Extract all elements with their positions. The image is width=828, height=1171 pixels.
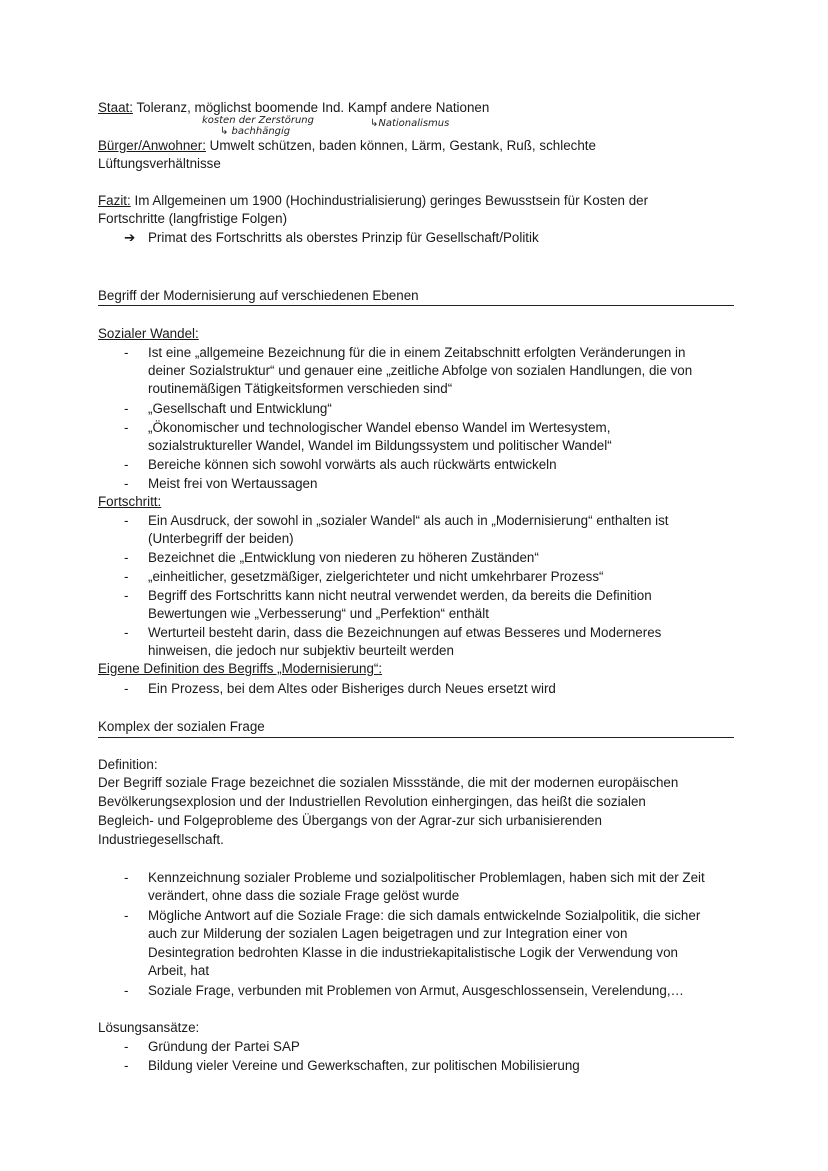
- list-item: Mögliche Antwort auf die Soziale Frage: die sich damals entwickelnde Sozialpolitik, die sicher: [148, 908, 701, 923]
- list-item: Ein Ausdruck, der sowohl in „sozialer Wandel“ als auch in „Modernisierung“ enthalten ist: [148, 513, 669, 528]
- list-item: Begriff des Fortschritts kann nicht neutral verwendet werden, da bereits die Definition: [148, 588, 652, 603]
- staat-text: Toleranz, möglichst boomende Ind. Kampf andere Nationen: [136, 100, 490, 115]
- fazit-line: [98, 192, 648, 210]
- fazit-label: Fazit:: [98, 193, 131, 208]
- handwritten-note-nationalismus: ↳Nationalismus: [370, 118, 450, 129]
- list-item: Meist frei von Wertaussagen: [148, 476, 318, 491]
- bullet-dash: -: [124, 625, 129, 640]
- staat-label: Staat:: [98, 100, 133, 115]
- list-item-cont: Arbeit, hat: [148, 963, 210, 978]
- bullet-dash: -: [124, 908, 129, 923]
- bullet-dash: -: [124, 1058, 129, 1073]
- list-item: Bereiche können sich sowohl vorwärts als auch rückwärts entwickeln: [148, 457, 557, 472]
- primat-text: Primat des Fortschritts als oberstes Prinzip für Gesellschaft/Politik: [148, 230, 539, 245]
- fazit-line-2: Fortschritte (langfristige Folgen): [98, 211, 288, 226]
- definition-label: Definition:: [98, 757, 158, 772]
- list-item-cont: (Unterbegriff der beiden): [148, 531, 294, 546]
- list-item: „Gesellschaft und Entwicklung“: [148, 401, 332, 416]
- bullet-dash: -: [124, 983, 129, 998]
- list-item: Bezeichnet die „Entwicklung von niederen zu höheren Zuständen“: [148, 550, 539, 565]
- bullet-dash: -: [124, 457, 129, 472]
- bullet-dash: -: [124, 401, 129, 416]
- list-item-cont: auch zur Milderung der sozialen Lagen beigetragen und zur Integration einer von: [148, 926, 628, 941]
- list-item-cont: sozialstruktureller Wandel, Wandel im Bildungssystem und politischer Wandel“: [148, 438, 612, 453]
- bullet-dash: -: [124, 1039, 129, 1054]
- section-heading-soziale-frage: Komplex der sozialen Frage: [98, 719, 265, 734]
- list-item: Soziale Frage, verbunden mit Problemen von Armut, Ausgeschlossensein, Verelendung,…: [148, 983, 684, 998]
- handwritten-note-abhaengig: ↳ bachhängig: [220, 126, 291, 137]
- bullet-dash: -: [124, 550, 129, 565]
- bullet-dash: -: [124, 588, 129, 603]
- list-item-cont: Bewertungen wie „Verbesserung“ und „Perfektion“ enthält: [148, 606, 489, 621]
- buerger-line: [98, 137, 596, 155]
- definition-text: Begleich- und Folgeprobleme des Übergangs von der Agrar-zur sich urbanisierenden: [98, 813, 602, 828]
- definition-text: Der Begriff soziale Frage bezeichnet die sozialen Missstände, die mit der modernen europäischen: [98, 775, 679, 790]
- bullet-dash: -: [124, 476, 129, 491]
- subheading-eigene-definition: Eigene Definition des Begriffs „Modernisierung“:: [98, 661, 383, 676]
- bullet-dash: -: [124, 513, 129, 528]
- arrow-icon: ➔: [124, 230, 136, 245]
- bullet-dash: -: [124, 420, 129, 435]
- list-item: Ein Prozess, bei dem Altes oder Bisheriges durch Neues ersetzt wird: [148, 681, 556, 696]
- handwritten-note-kosten: kosten der Zerstörung: [202, 115, 314, 126]
- buerger-label: Bürger/Anwohner:: [98, 138, 206, 153]
- list-item: Bildung vieler Vereine und Gewerkschaften, zur politischen Mobilisierung: [148, 1058, 580, 1073]
- list-item: „einheitlicher, gesetzmäßiger, zielgerichteter und nicht umkehrbarer Prozess“: [148, 569, 604, 584]
- section-divider: [98, 737, 734, 738]
- definition-text: Industriegesellschaft.: [98, 832, 224, 847]
- list-item: „Ökonomischer und technologischer Wandel ebenso Wandel im Wertesystem,: [148, 420, 611, 435]
- bullet-dash: -: [124, 345, 129, 360]
- list-item: Kennzeichnung sozialer Probleme und sozialpolitischer Problemlagen, haben sich mit der Zeit: [148, 870, 705, 885]
- list-item-cont: hinweisen, die jedoch nur subjektiv beurteilt werden: [148, 643, 454, 658]
- loesungsansaetze-label: Lösungsansätze:: [98, 1020, 200, 1035]
- list-item-cont: routinemäßigen Tätigkeitsformen verschieden sind“: [148, 381, 453, 396]
- section-heading-modernisierung: Begriff der Modernisierung auf verschiedenen Ebenen: [98, 288, 419, 303]
- fazit-text: Im Allgemeinen um 1900 (Hochindustrialisierung) geringes Bewusstsein für Kosten der: [130, 193, 649, 208]
- bullet-dash: -: [124, 681, 129, 696]
- bullet-dash: -: [124, 870, 129, 885]
- section-divider: [98, 305, 734, 306]
- buerger-text: Umwelt schützen, baden können, Lärm, Gestank, Ruß, schlechte: [205, 138, 596, 153]
- list-item-cont: deiner Sozialstruktur“ und genauer eine „zeitliche Abfolge von sozialen Handlungen, die von: [148, 363, 693, 378]
- list-item: Werturteil besteht darin, dass die Bezeichnungen auf etwas Besseres und Moderneres: [148, 625, 662, 640]
- list-item: Gründung der Partei SAP: [148, 1039, 300, 1054]
- list-item-cont: verändert, ohne dass die soziale Frage gelöst wurde: [148, 888, 460, 903]
- subheading-sozialer-wandel: Sozialer Wandel:: [98, 326, 199, 341]
- definition-text: Bevölkerungsexplosion und der Industriellen Revolution einhergingen, das heißt die sozialen: [98, 794, 646, 809]
- bullet-dash: -: [124, 569, 129, 584]
- list-item-cont: Desintegration bedrohten Klasse in die industriekapitalistische Logik der Verwendung von: [148, 945, 679, 960]
- list-item: Ist eine „allgemeine Bezeichnung für die in einem Zeitabschnitt erfolgten Veränderungen in: [148, 345, 686, 360]
- subheading-fortschritt: Fortschritt:: [98, 494, 162, 509]
- buerger-line-2: Lüftungsverhältnisse: [98, 156, 221, 171]
